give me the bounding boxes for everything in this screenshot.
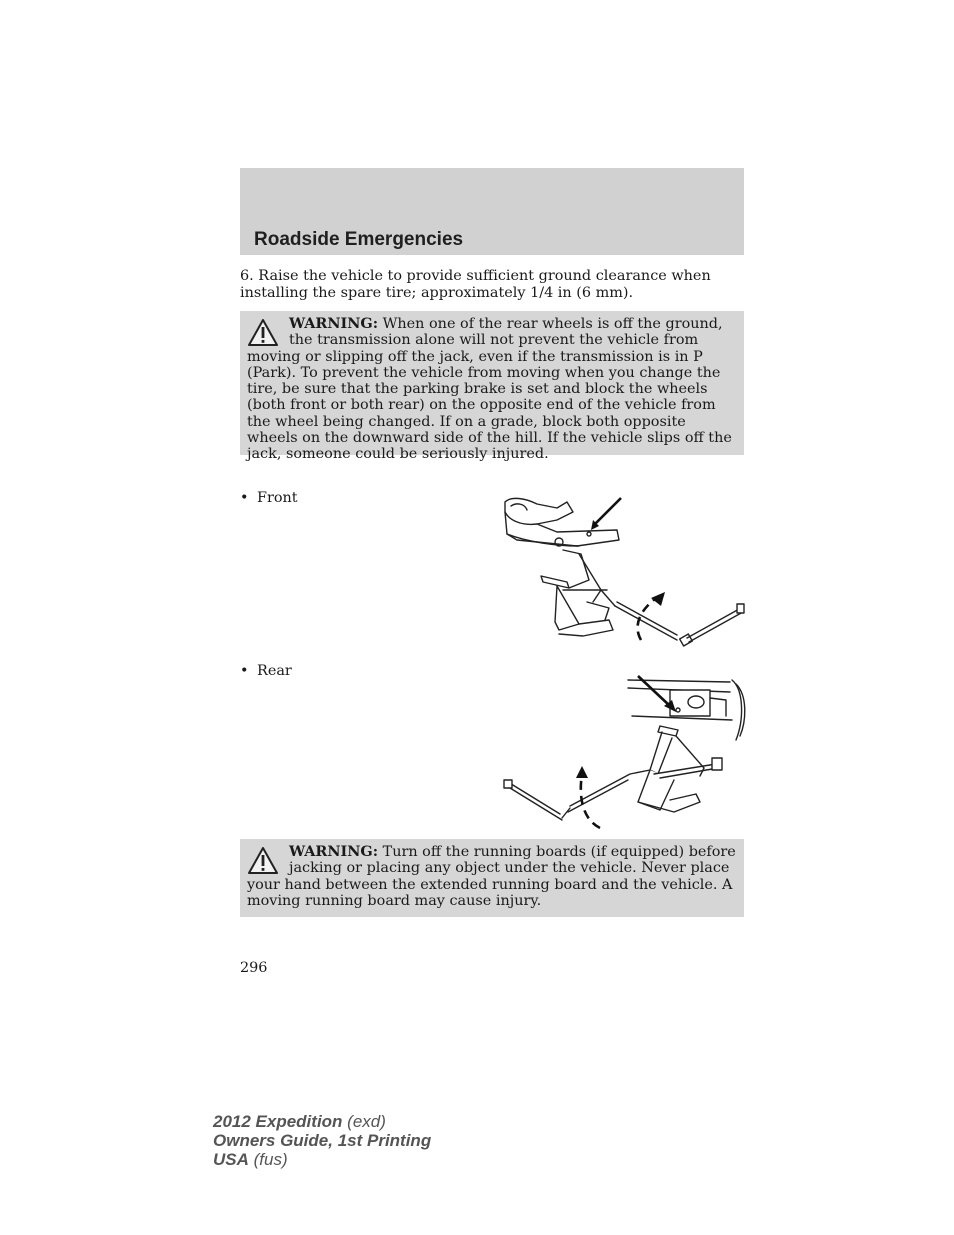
- warning-1-label: WARNING:: [289, 315, 379, 332]
- footer-guide: Owners Guide, 1st Printing: [213, 1131, 432, 1150]
- warning-2-label: WARNING:: [289, 843, 379, 860]
- bullet-rear-label: Rear: [257, 663, 292, 679]
- footer-line-1: [213, 1112, 431, 1131]
- bullet-rear: [240, 663, 292, 679]
- footer-line-2: [213, 1131, 431, 1150]
- bullet-dot: •: [240, 663, 249, 679]
- bullet-front: [240, 490, 298, 506]
- step-6-text: 6. Raise the vehicle to provide sufficient ground clearance when installing the spare tire; approximately 1/4 in (6 mm).: [240, 268, 711, 301]
- warning-triangle-icon: [247, 318, 279, 348]
- footer-model: 2012 Expedition: [213, 1112, 343, 1131]
- footer-line-3: [213, 1150, 431, 1169]
- footer-model-code: (exd): [347, 1112, 386, 1131]
- warning-2-text: Turn off the running boards (if equipped) before jacking or placing any object under the vehicle. Never place your hand between the extended running board and the vehicle. A moving running board may cause injury.: [247, 844, 736, 909]
- page-number: 296: [240, 960, 268, 976]
- bullet-front-label: Front: [257, 490, 298, 506]
- footer-market-code: (fus): [253, 1150, 288, 1169]
- warning-1-text: When one of the rear wheels is off the ground, the transmission alone will not prevent the vehicle from moving or slipping off the jack, even if the transmission is in P (Park). To prevent the vehicle from moving when you change the tire, be sure that the parking brake is set and block the wheels (both front or both rear) on the opposite end of the vehicle from the wheel being changed. If on a grade, block both opposite wheels on the downward side of the hill. If the vehicle slips off the jack, someone could be seriously injured.: [247, 316, 732, 463]
- warning-triangle-icon: [247, 846, 279, 876]
- section-title: Roadside Emergencies: [254, 229, 464, 250]
- section-header: [240, 168, 744, 255]
- rear-jack-illustration: [500, 670, 748, 830]
- warning-box-2: [240, 839, 744, 917]
- warning-box-1: [240, 311, 744, 463]
- document-footer: [213, 1112, 431, 1169]
- bullet-dot: •: [240, 490, 249, 506]
- footer-market: USA: [213, 1150, 249, 1169]
- front-jack-illustration: [497, 490, 747, 650]
